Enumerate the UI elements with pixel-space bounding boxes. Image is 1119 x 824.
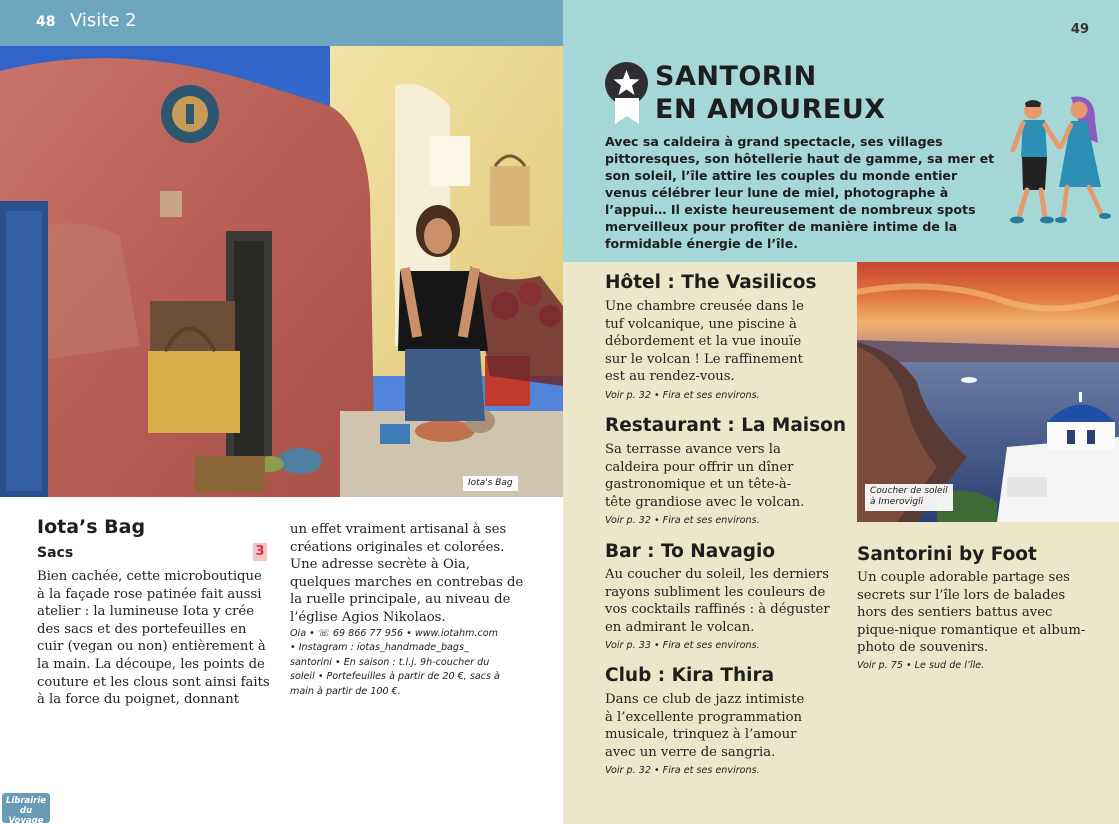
header-band <box>0 0 563 46</box>
sunset-photo <box>857 262 1119 522</box>
entry-info-tour: Voir p. 75 • Le sud de l’île. <box>857 660 985 671</box>
entry-body-restaurant: Sa terrasse avance vers la caldeira pour offrir un dîner gastronomique et un tête-à-tête grandiose avec le volcan. <box>605 442 805 510</box>
entry-practical-info <box>290 627 530 699</box>
page-number-left: 48 <box>36 14 56 30</box>
entry-info-bar: Voir p. 33 • Fira et ses environs. <box>605 640 760 651</box>
entry-info-restaurant: Voir p. 32 • Fira et ses environs. <box>605 515 760 526</box>
sunset-photo-illustration <box>857 262 1119 522</box>
entry-category: Sacs <box>37 545 74 561</box>
watermark-logo: Librairie du Voyage <box>2 793 50 823</box>
shop-photo <box>0 46 563 497</box>
entry-info-hotel: Voir p. 32 • Fira et ses environs. <box>605 390 760 401</box>
entry-title: Iota’s Bag <box>37 516 146 538</box>
info-line: Oia • ☏ 69 866 77 956 • www.iotahm.com <box>290 628 498 639</box>
entry-body-tour: Un couple adorable partage ses secrets sur l’île lors de balades hors des sentiers battus avec pique-nique romantique et album-photo de souvenirs. <box>857 570 1086 656</box>
photo-caption-right: Coucher de soleil à Imerovigli <box>865 484 953 511</box>
entry-title-restaurant: Restaurant : La Maison <box>605 415 847 436</box>
info-line: santorini • En saison : t.l.j. 9h-coucher du <box>290 656 490 668</box>
info-line: soleil • Portefeuilles à partir de 20 €, sacs à <box>290 671 500 683</box>
page-number-right: 49 <box>1070 22 1089 37</box>
entry-title-bar: Bar : To Navagio <box>605 541 776 562</box>
entry-body-column1: Bien cachée, cette microboutique à la façade rose patinée fait aussi atelier : la lumineuse Iota y crée des sacs et des portefeuilles en cuir (vegan ou non) entièrement à la main. La découpe, les points de couture et les clous sont ainsi faits à la force du poignet, donnant <box>37 569 270 708</box>
entry-info-club: Voir p. 32 • Fira et ses environs. <box>605 765 760 776</box>
shop-photo-illustration <box>0 46 563 497</box>
info-line: main à partir de 100 €. <box>290 685 401 697</box>
intro-text: Avec sa caldeira à grand spectacle, ses villages pittoresques, son hôtellerie haut de gamme, sa mer et son soleil, l’île attire les couples du monde entier venus célébrer leur lune de miel, photographe à l’appui… Il existe heureusement de nombreux spots merveilleux pour profiter de manière intime de la formidable énergie de l’île. <box>605 134 995 251</box>
walking-couple-illustration <box>1003 95 1118 230</box>
photo-caption-left: Iota's Bag <box>463 476 518 491</box>
entry-body-bar: Au coucher du soleil, les derniers rayons subliment les couleurs de vos cocktails raffinés : à déguster en admirant le volcan. <box>605 567 830 635</box>
section-title: Visite 2 <box>70 10 137 31</box>
entry-body-hotel: Une chambre creusée dans le tuf volcanique, une piscine à débordement et la vue inouïe sur le volcan ! Le raffinement est au rendez-vous. <box>605 299 804 385</box>
entry-title-tour: Santorini by Foot <box>857 544 1037 565</box>
ribbon-icon <box>615 98 639 124</box>
entry-body-column2: un effet vraiment artisanal à ses créations originales et colorées. Une adresse secrète à Oia, quelques marches en contrebas de la ruelle principale, au niveau de l’église Agios Nikolaos. <box>290 522 524 625</box>
entry-title-hotel: Hôtel : The Vasilicos <box>605 272 817 293</box>
info-line: • Instagram : iotas_handmade_bags_ <box>290 642 469 654</box>
entry-body-club: Dans ce club de jazz intimiste à l’excellente programmation musicale, trinquez à l’amour avec un verre de sangria. <box>605 692 805 760</box>
page-title: SANTORIN EN AMOUREUX <box>655 61 886 125</box>
entry-title-club: Club : Kira Thira <box>605 665 775 686</box>
map-marker-badge: 3 <box>253 543 267 561</box>
right-page <box>563 0 1119 824</box>
